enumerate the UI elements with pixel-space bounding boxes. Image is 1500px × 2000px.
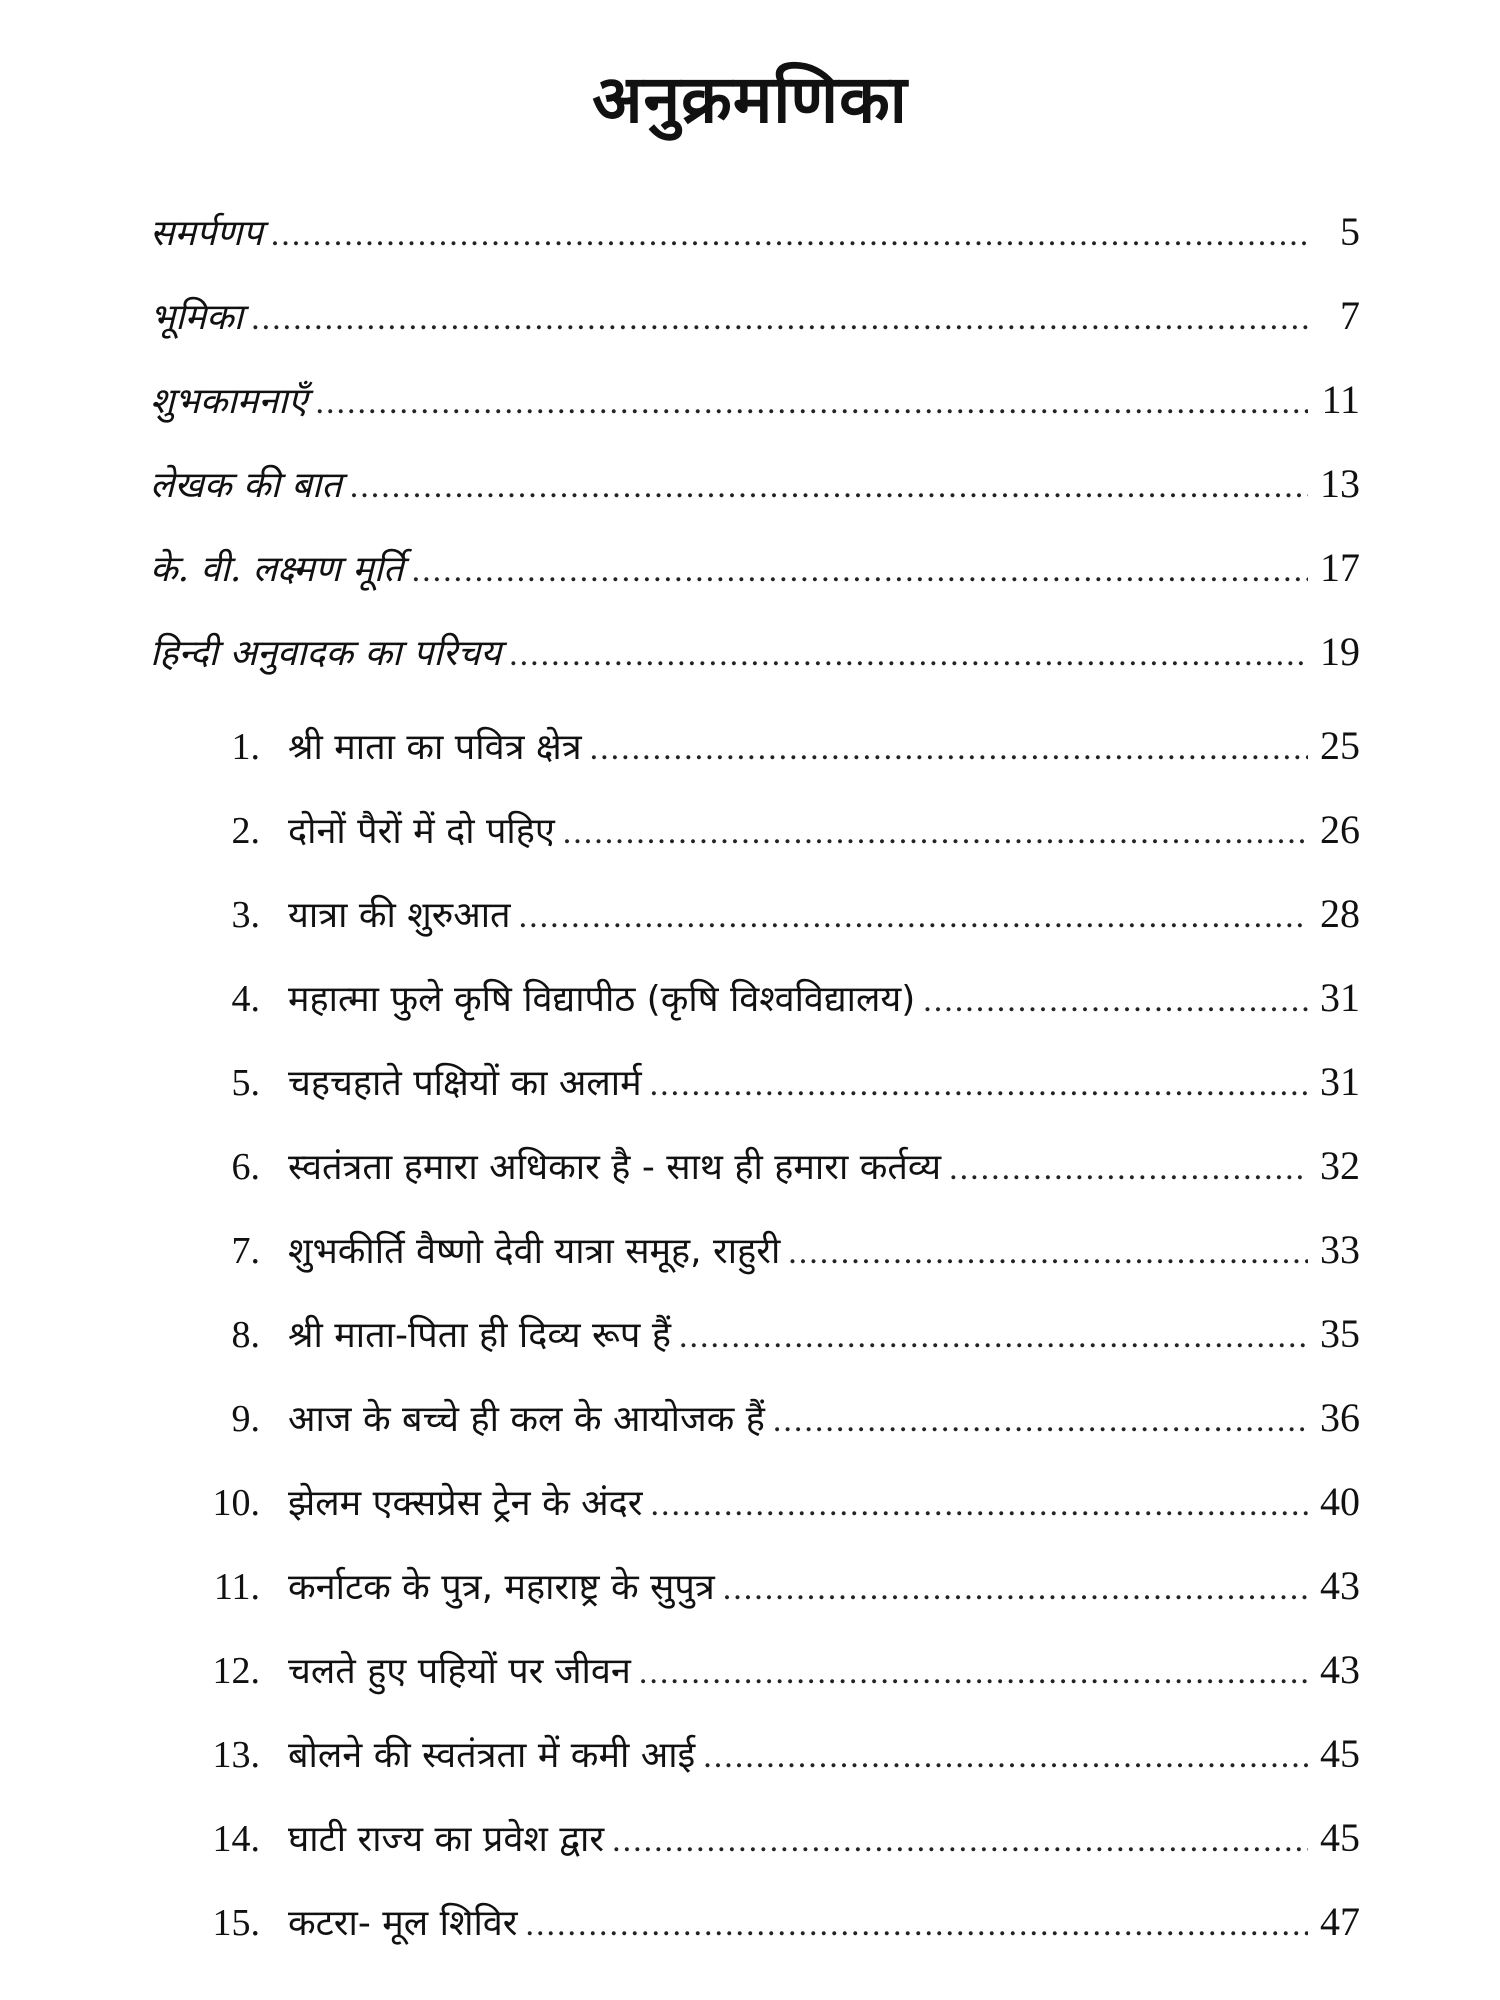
dot-leader (509, 613, 1308, 697)
chapter-title: दोनों पैरों में दो पहिए (288, 811, 555, 852)
chapter-title: बोलने की स्वतंत्रता में कमी आई (288, 1735, 696, 1776)
toc-chapter-entry (150, 956, 1360, 1040)
chapter-title: स्वतंत्रता हमारा अधिकार है - साथ ही हमारा कर्तव्य (288, 1147, 942, 1188)
chapter-number: 5. (231, 1062, 260, 1104)
chapter-number: 13. (212, 1734, 260, 1776)
toc-entry-page: 7 (1340, 293, 1360, 338)
chapter-title: कटरा- मूल शिविर (288, 1903, 518, 1944)
toc-chapter-entry (150, 1040, 1360, 1124)
chapter-page: 35 (1320, 1311, 1360, 1356)
toc-chapter-entry (150, 1712, 1360, 1796)
chapter-page: 25 (1320, 723, 1360, 768)
dot-leader (788, 1211, 1308, 1295)
toc-entry-label: लेखक की बात (150, 465, 342, 506)
dot-leader (563, 791, 1308, 875)
chapter-number: 11. (213, 1566, 260, 1608)
dot-leader (679, 1295, 1308, 1379)
chapter-number: 8. (231, 1314, 260, 1356)
toc-chapter-entry (150, 1544, 1360, 1628)
chapter-title: श्री माता-पिता ही दिव्य रूप हैं (288, 1315, 671, 1356)
dot-leader (773, 1379, 1308, 1463)
chapter-page: 32 (1320, 1143, 1360, 1188)
chapter-title: झेलम एक्सप्रेस ट्रेन के अंदर (288, 1483, 643, 1524)
chapter-number: 7. (231, 1230, 260, 1272)
chapter-page: 40 (1320, 1479, 1360, 1524)
chapter-title: यात्रा की शुरुआत (288, 895, 511, 936)
chapter-page: 26 (1320, 807, 1360, 852)
toc-chapter-entry (150, 1880, 1360, 1964)
chapter-page: 47 (1320, 1899, 1360, 1944)
chapter-page: 43 (1320, 1563, 1360, 1608)
dot-leader (526, 1883, 1308, 1967)
toc-chapter-entry (150, 872, 1360, 956)
toc-chapter-entry (150, 1460, 1360, 1544)
dot-leader (590, 707, 1308, 791)
chapter-title: घाटी राज्य का प्रवेश द्वार (288, 1819, 605, 1860)
chapter-page: 33 (1320, 1227, 1360, 1272)
chapter-page: 36 (1320, 1395, 1360, 1440)
toc-entry-page: 5 (1340, 209, 1360, 254)
chapter-page: 31 (1320, 975, 1360, 1020)
toc-entry-page: 19 (1320, 629, 1360, 674)
chapter-title: कर्नाटक के पुत्र, महाराष्ट्र के सुपुत्र (288, 1567, 715, 1608)
toc-entry-page: 13 (1320, 461, 1360, 506)
dot-leader (412, 529, 1308, 613)
chapter-title: शुभकीर्ति वैष्णो देवी यात्रा समूह, राहुरी (288, 1231, 781, 1272)
chapter-title: चहचहाते पक्षियों का अलार्म (288, 1063, 642, 1104)
dot-leader (923, 959, 1308, 1043)
toc-entry-label: भूमिका (150, 297, 244, 338)
dot-leader (723, 1547, 1308, 1631)
toc-entry-label: शुभकामनाएँ (150, 381, 308, 422)
dot-leader (519, 875, 1308, 959)
toc-chapter-entry (150, 1208, 1360, 1292)
dot-leader (316, 361, 1308, 445)
toc-chapter-entry (150, 1376, 1360, 1460)
dot-leader (650, 1043, 1308, 1127)
chapter-title: महात्मा फुले कृषि विद्यापीठ (कृषि विश्वविद्यालय) (288, 979, 916, 1020)
dot-leader (612, 1799, 1308, 1883)
toc-chapter-entry (150, 704, 1360, 788)
dot-leader (639, 1631, 1308, 1715)
toc-entry (150, 358, 1360, 442)
chapter-page: 31 (1320, 1059, 1360, 1104)
toc-entry (150, 610, 1360, 694)
toc-chapter-entry (150, 1124, 1360, 1208)
chapter-number: 9. (231, 1398, 260, 1440)
toc-entry-label: हिन्दी अनुवादक का परिचय (150, 633, 502, 674)
chapter-number: 1. (231, 726, 260, 768)
chapter-page: 45 (1320, 1815, 1360, 1860)
toc-chapter-entry (150, 1628, 1360, 1712)
dot-leader (350, 445, 1308, 529)
dot-leader (251, 277, 1308, 361)
chapter-page: 28 (1320, 891, 1360, 936)
dot-leader (949, 1127, 1308, 1211)
chapter-number: 4. (231, 978, 260, 1020)
chapter-number: 14. (212, 1818, 260, 1860)
toc-chapter-entry (150, 1796, 1360, 1880)
chapter-page: 43 (1320, 1647, 1360, 1692)
toc-entry-page: 11 (1321, 377, 1360, 422)
toc-chapter-entry (150, 1292, 1360, 1376)
toc-chapter-entry (150, 788, 1360, 872)
toc-entry-label: समर्पणप (150, 213, 263, 254)
dot-leader (271, 193, 1308, 277)
chapter-number: 3. (231, 894, 260, 936)
toc-entry-label: के. वी. लक्ष्मण मूर्ति (150, 549, 404, 590)
page-title: अनुक्रमणिका (592, 61, 908, 138)
chapter-number: 12. (212, 1650, 260, 1692)
chapter-title: चलते हुए पहियों पर जीवन (288, 1651, 631, 1692)
chapter-number: 6. (231, 1146, 260, 1188)
chapter-title: श्री माता का पवित्र क्षेत्र (288, 727, 582, 768)
dot-leader (703, 1715, 1308, 1799)
chapter-number: 15. (212, 1902, 260, 1944)
table-of-contents (150, 190, 1360, 1964)
toc-entry (150, 190, 1360, 274)
dot-leader (651, 1463, 1308, 1547)
chapter-number: 2. (231, 810, 260, 852)
toc-entry-page: 17 (1320, 545, 1360, 590)
chapter-number: 10. (212, 1482, 260, 1524)
chapter-title: आज के बच्चे ही कल के आयोजक हैं (288, 1399, 765, 1440)
toc-entry (150, 442, 1360, 526)
toc-entry (150, 274, 1360, 358)
chapter-page: 45 (1320, 1731, 1360, 1776)
toc-entry (150, 526, 1360, 610)
